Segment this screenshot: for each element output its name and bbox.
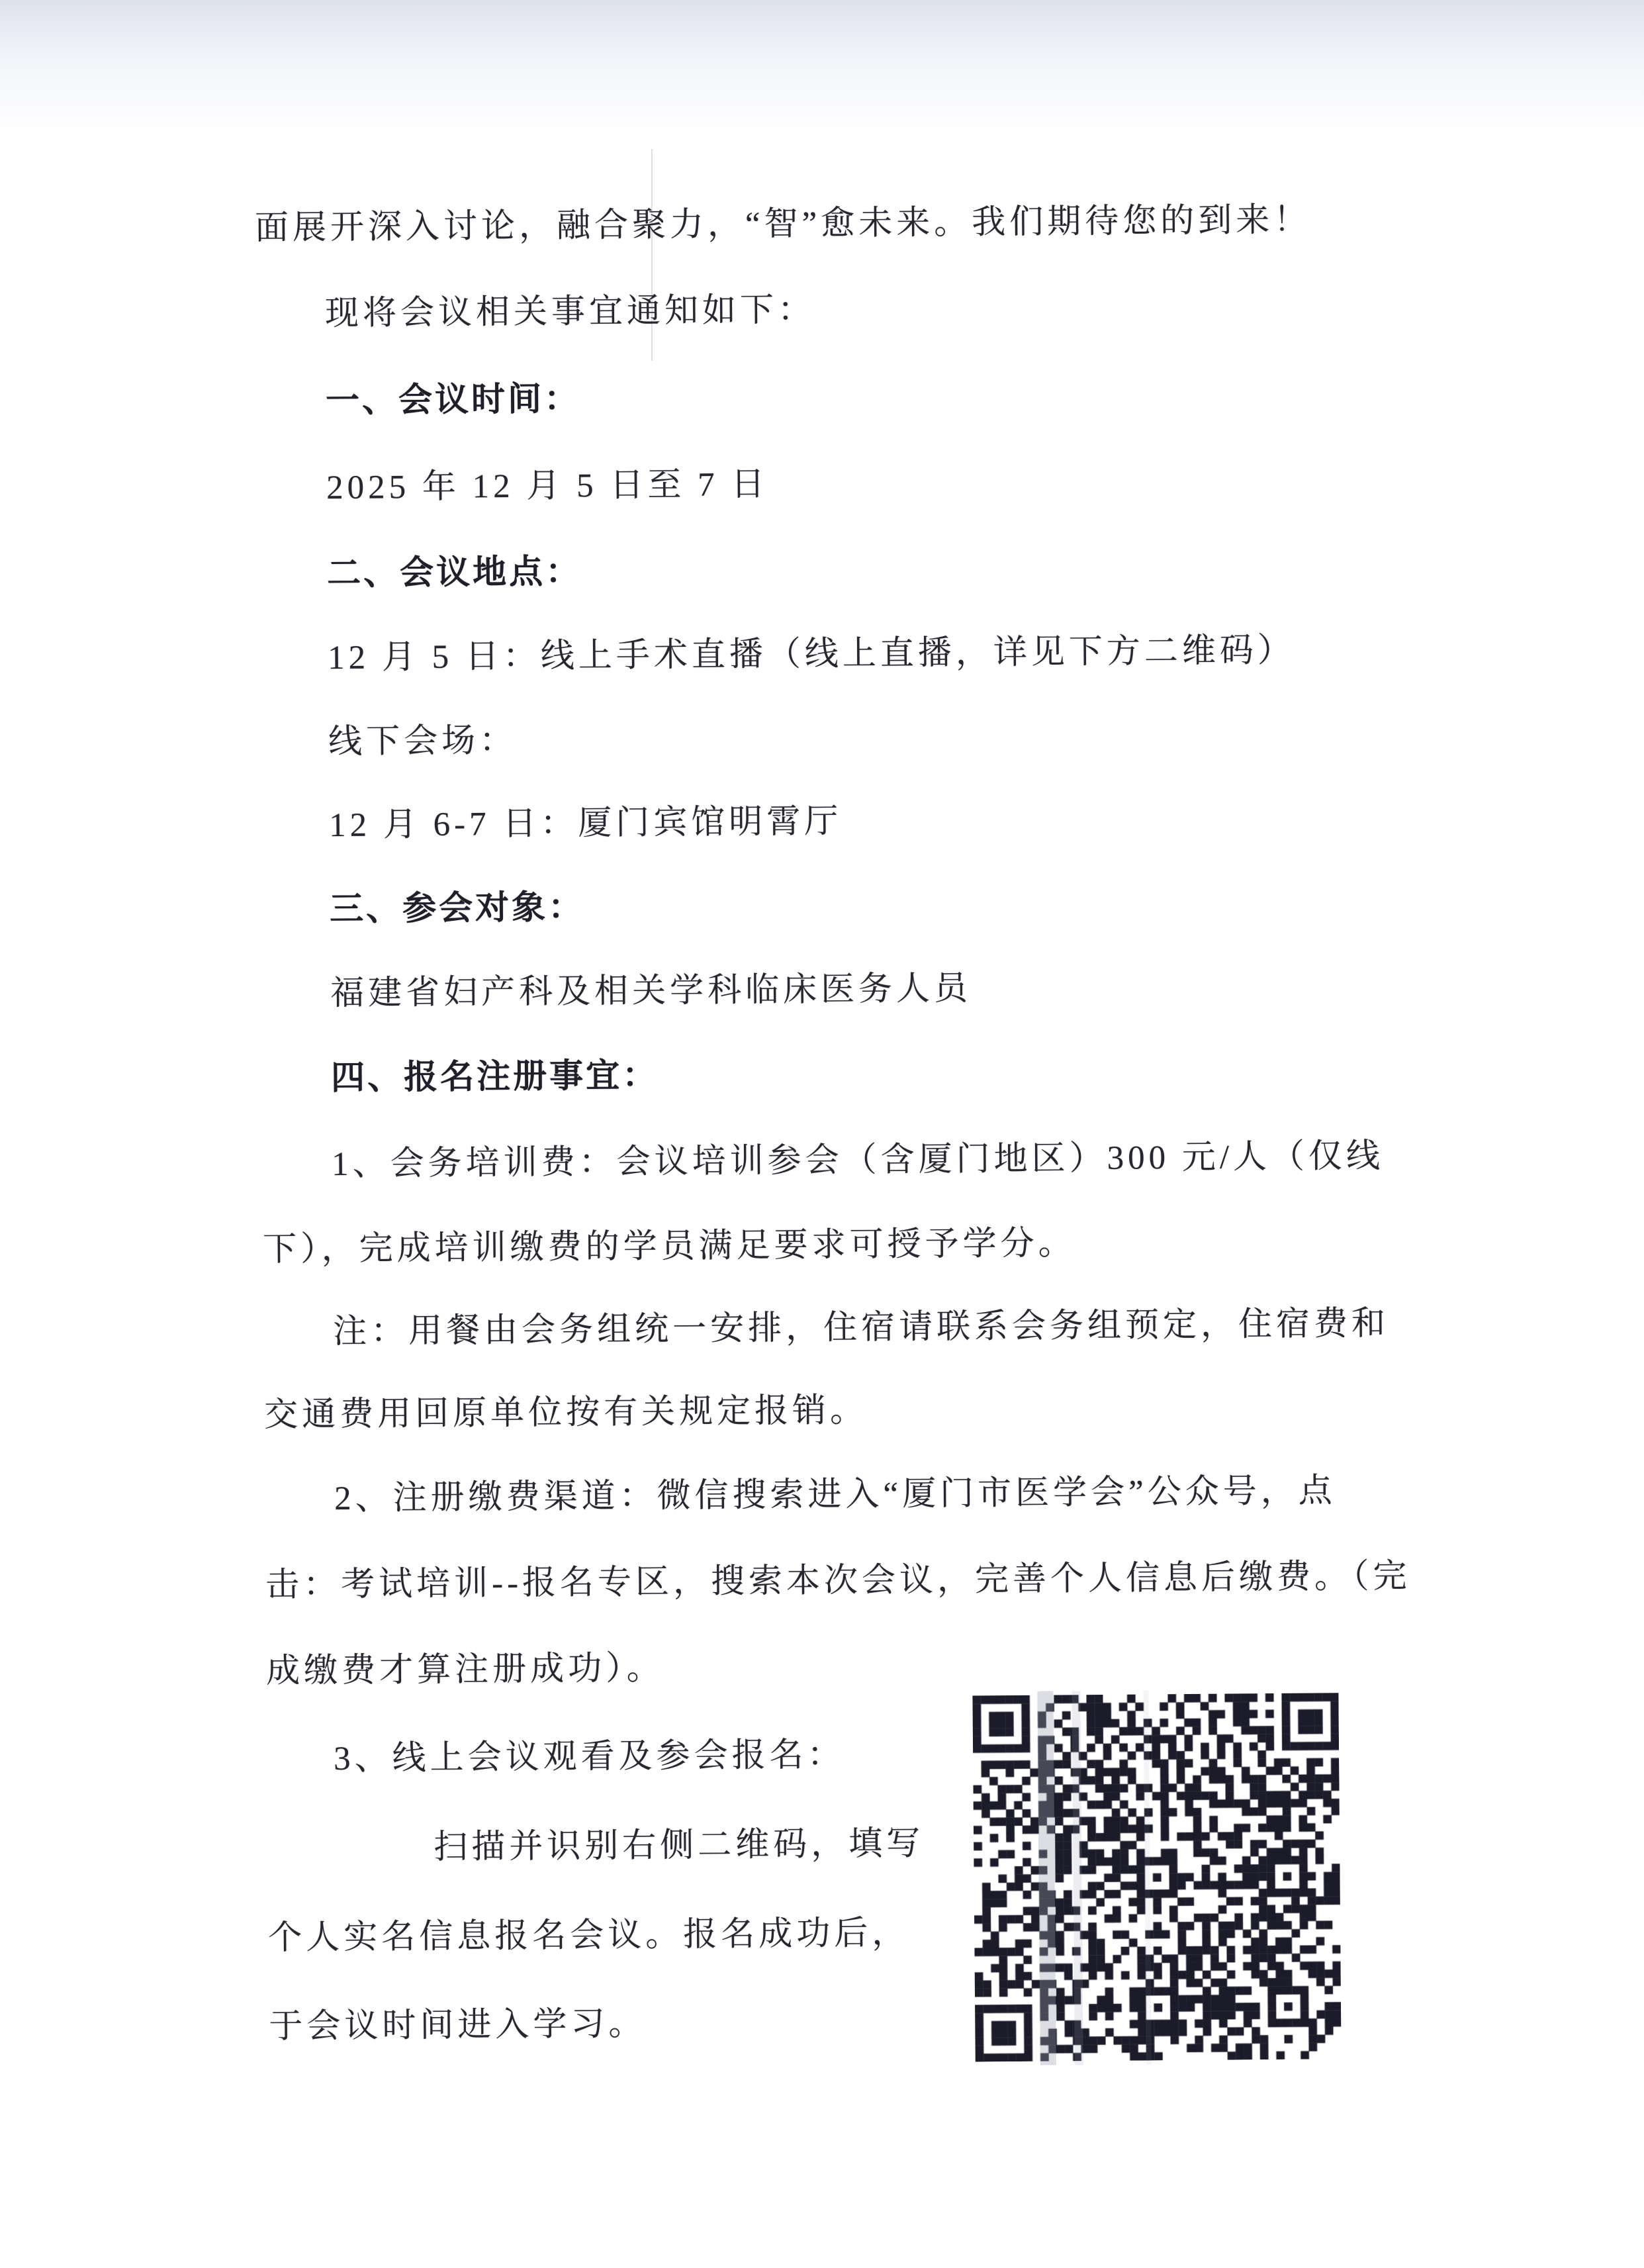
line-venue-online: 12 月 5 日：线上手术直播（线上直播，详见下方二维码） <box>327 632 1296 677</box>
line-payment-channel-3: 成缴费才算注册成功）。 <box>265 1650 664 1690</box>
line-notice-lead: 现将会议相关事宜通知如下： <box>324 291 816 333</box>
line-qr-instruction-2: 个人实名信息报名会议。报名成功后， <box>268 1914 910 1957</box>
heading-meeting-time: 一、会议时间： <box>325 381 581 420</box>
line-venue-offline-detail: 12 月 6-7 日：厦门宾馆明霄厅 <box>328 803 843 845</box>
registration-qr-code-image <box>972 1693 1341 2061</box>
line-qr-instruction-1: 扫描并识别右侧二维码，填写 <box>433 1825 925 1866</box>
heading-meeting-venue: 二、会议地点： <box>326 553 582 593</box>
line-payment-channel-1: 2、注册缴费渠道：微信搜索进入“厦门市医学会”公众号，点 <box>334 1472 1337 1518</box>
line-meeting-date: 2025 年 12 月 5 日至 7 日 <box>326 465 769 507</box>
line-intro-continuation: 面展开深入讨论，融合聚力，“智”愈未来。我们期待您的到来！ <box>254 201 1312 247</box>
line-venue-offline-label: 线下会场： <box>328 722 518 761</box>
line-qr-instruction-3: 于会议时间进入学习。 <box>269 2005 647 2046</box>
heading-registration: 四、报名注册事宜： <box>330 1057 659 1098</box>
line-note-meals-2: 交通费用回原单位按有关规定报销。 <box>263 1392 868 1434</box>
heading-attendees: 三、参会对象： <box>329 889 585 929</box>
line-training-fee-2: 下），完成培训缴费的学员满足要求可授予学分。 <box>262 1225 1076 1268</box>
line-payment-channel-2: 击：考试培训--报名专区，搜索本次会议，完善个人信息后缴费。（完 <box>265 1558 1411 1604</box>
line-note-meals-1: 注：用餐由会务组统一安排，住宿请联系会务组预定，住宿费和 <box>332 1305 1390 1351</box>
line-training-fee-1: 1、会务培训费：会议培训参会（含厦门地区）300 元/人（仅线 <box>331 1137 1385 1184</box>
line-attendees-detail: 福建省妇产科及相关学科临床医务人员 <box>330 970 972 1013</box>
line-online-registration-heading: 3、线上会议观看及参会报名： <box>333 1736 845 1778</box>
qr-code <box>972 1693 1341 2061</box>
